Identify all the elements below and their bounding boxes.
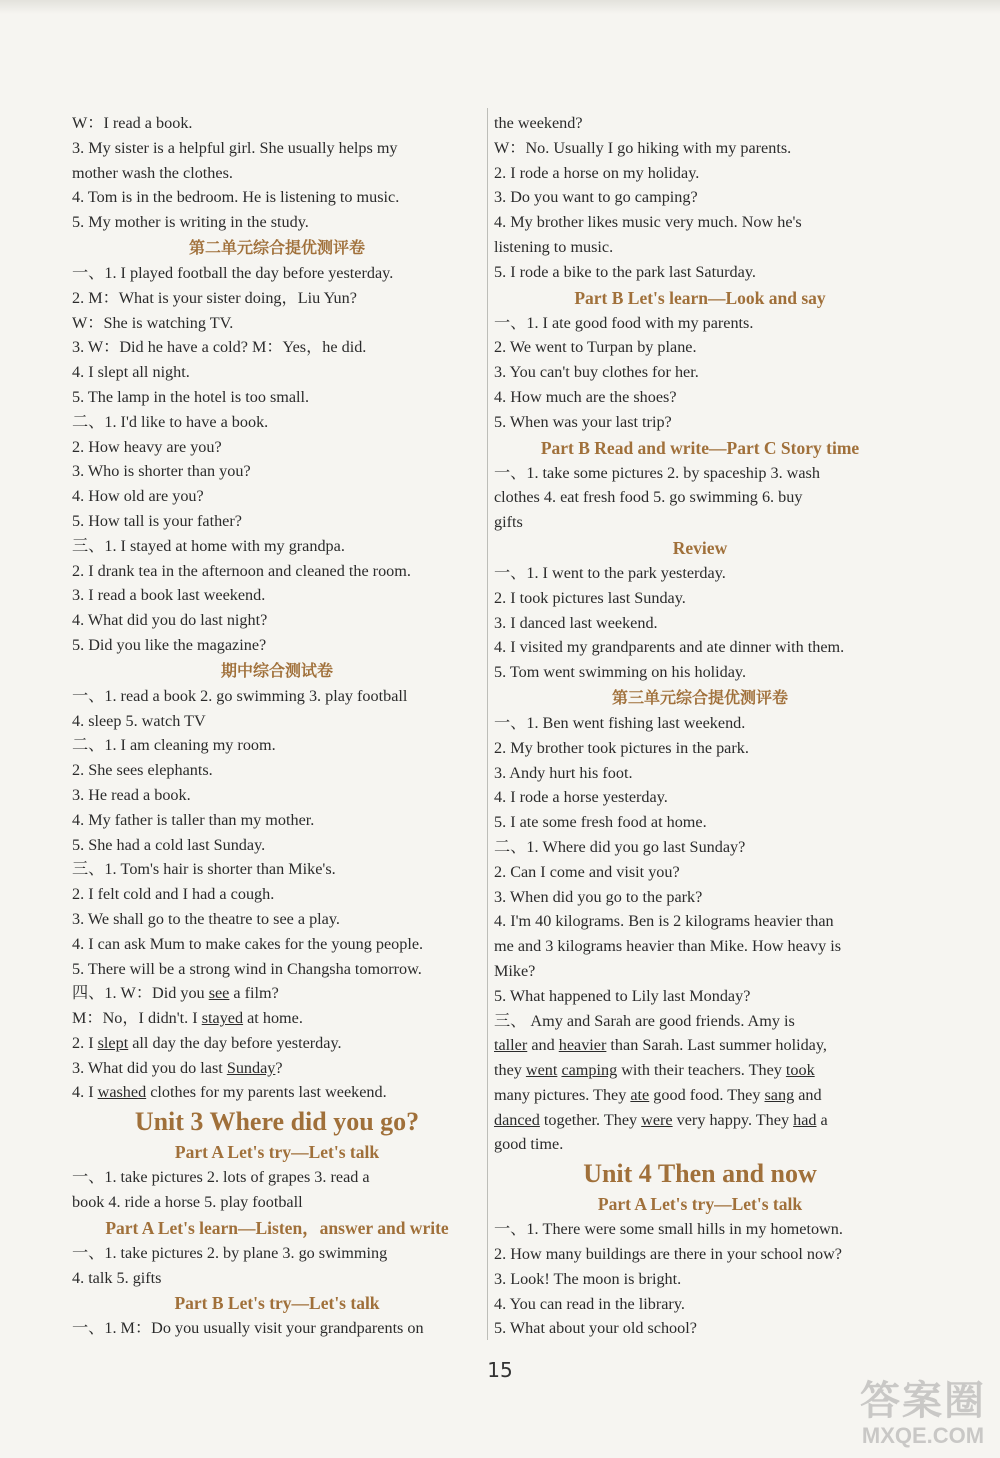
text-segment: 三、1. I stayed at home with my grandpa. [72, 536, 345, 555]
answer-line [72, 335, 482, 360]
left-column [72, 111, 482, 1341]
text-segment: Part A Let's learn—Listen，answer and write [105, 1217, 449, 1238]
text-segment: Unit 3 Where did you go? [134, 1107, 420, 1137]
text-segment: 5. Did you like the magazine? [72, 635, 267, 654]
filled-blank: were [641, 1110, 673, 1129]
text-segment: Part B Let's learn—Look and say [574, 287, 826, 308]
answer-line [494, 311, 906, 336]
answer-line [72, 981, 482, 1006]
text-segment: M：No，I didn't. I [72, 1009, 202, 1028]
answer-line [72, 1266, 482, 1291]
part-heading [494, 535, 906, 561]
text-segment: 5. The lamp in the hotel is too small. [72, 387, 310, 406]
text-segment: with their teachers. They [617, 1061, 786, 1080]
answer-line [494, 909, 906, 934]
text-segment: 3. My sister is a helpful girl. She usually helps my [72, 138, 398, 157]
answer-line [494, 635, 906, 660]
text-segment: 期中综合测试卷 [220, 660, 333, 680]
text-segment: 2. I felt cold and I had a cough. [72, 885, 275, 904]
text-segment: 3. Look! The moon is bright. [494, 1269, 682, 1288]
filled-blank: went [525, 1061, 558, 1080]
part-heading [72, 1139, 482, 1165]
text-segment: Mike? [494, 961, 536, 980]
answer-line [494, 835, 906, 860]
text-segment: 4. I visited my grandparents and ate dinner with them. [494, 638, 845, 657]
answer-line [72, 1190, 482, 1215]
text-segment: 一、1. Ben went fishing last weekend. [494, 713, 746, 732]
answer-line [494, 111, 906, 136]
text-segment: many pictures. They [494, 1085, 631, 1104]
part-heading [72, 1290, 482, 1316]
answer-line [72, 360, 482, 385]
text-segment: all day the day before yesterday. [128, 1033, 342, 1052]
text-segment: a film? [229, 984, 279, 1003]
text-segment: 2. Can I come and visit you? [494, 862, 680, 881]
text-segment: 3. He read a book. [72, 785, 191, 804]
text-segment: 一、1. There were some small hills in my hometown. [494, 1220, 843, 1239]
text-segment: 5. How tall is your father? [72, 511, 242, 530]
text-segment: mother wash the clothes. [72, 163, 233, 182]
text-segment: 4. Tom is in the bedroom. He is listening to music. [72, 188, 400, 207]
answer-line [494, 611, 906, 636]
text-segment: the weekend? [494, 114, 583, 132]
answer-line [494, 1108, 906, 1133]
text-segment: 5. There will be a strong wind in Changsha tomorrow. [72, 959, 422, 978]
text-segment: 2. How many buildings are there in your school now? [494, 1245, 842, 1264]
text-segment: 3. Do you want to go camping? [494, 188, 698, 207]
answer-line [72, 633, 482, 658]
text-segment: at home. [243, 1009, 303, 1028]
section-heading [72, 658, 482, 684]
watermark-site: MXQE.COM [861, 1423, 985, 1448]
filled-blank: danced [494, 1110, 540, 1129]
answer-line [494, 136, 906, 161]
answer-line [72, 385, 482, 410]
text-segment: 第二单元综合提优测评卷 [188, 237, 365, 257]
part-heading [494, 435, 906, 461]
text-segment: 4. You can read in the library. [494, 1294, 685, 1313]
answer-line [72, 882, 482, 907]
text-segment: 3. When did you go to the park? [494, 887, 703, 906]
text-segment: me and 3 kilograms heavier than Mike. How heavy is [494, 937, 842, 956]
answer-line [494, 736, 906, 761]
answer-line [72, 583, 482, 608]
text-segment: 第三单元综合提优测评卷 [611, 687, 788, 707]
answer-line [494, 1316, 906, 1341]
answer-line [72, 1031, 482, 1056]
text-segment: Review [672, 537, 728, 558]
answer-line [494, 1083, 906, 1108]
text-segment: 一、1. I ate good food with my parents. [494, 313, 754, 332]
answer-line [494, 510, 906, 535]
answer-line [72, 907, 482, 932]
answer-line [72, 758, 482, 783]
column-divider [487, 108, 488, 1340]
answer-line [494, 161, 906, 186]
answer-line [72, 136, 482, 161]
answer-line [72, 733, 482, 758]
text-segment: 5. What happened to Lily last Monday? [494, 986, 751, 1005]
answer-line [494, 1033, 906, 1058]
answer-line [72, 833, 482, 858]
answer-line [72, 684, 482, 709]
text-segment: W：She is watching TV. [72, 313, 234, 332]
text-segment: 一、1. take some pictures 2. by spaceship 3. wash [494, 463, 820, 482]
answer-line [72, 808, 482, 833]
text-segment: 一、1. I played football the day before yesterday. [72, 263, 394, 282]
text-segment: 2. I drank tea in the afternoon and cleaned the room. [72, 561, 411, 580]
answer-line [72, 709, 482, 734]
answer-line [72, 286, 482, 311]
answer-line [494, 586, 906, 611]
text-segment: 一、1. take pictures 2. lots of grapes 3. read a [72, 1168, 370, 1187]
answer-line [72, 1316, 482, 1341]
text-segment: Part B Let's try—Let's talk [174, 1293, 380, 1314]
text-segment: than Sarah. Last summer holiday, [606, 1036, 827, 1055]
text-segment: 5. She had a cold last Sunday. [72, 835, 266, 854]
text-segment: 5. I rode a bike to the park last Saturday. [494, 262, 756, 281]
text-segment: 4. My father is taller than my mother. [72, 810, 315, 829]
filled-blank: taller [494, 1036, 528, 1055]
answer-line [72, 311, 482, 336]
text-segment: 5. I ate some fresh food at home. [494, 813, 707, 832]
text-segment: 3. Who is shorter than you? [72, 462, 251, 481]
answer-line [72, 957, 482, 982]
answer-line [494, 711, 906, 736]
answer-line [72, 410, 482, 435]
answer-line [494, 761, 906, 786]
answer-line [494, 410, 906, 435]
filled-blank: slept [97, 1033, 129, 1052]
text-segment: 5. What about your old school? [494, 1319, 697, 1338]
filled-blank: had [793, 1110, 817, 1129]
part-heading [72, 1215, 482, 1241]
text-segment: 4. What did you do last night? [72, 611, 268, 630]
text-segment: Unit 4 Then and now [583, 1159, 817, 1189]
answer-line [72, 608, 482, 633]
answer-line [494, 785, 906, 810]
answer-line [494, 360, 906, 385]
text-segment: 2. M：What is your sister doing，Liu Yun? [72, 288, 357, 307]
text-segment: 一、1. M：Do you usually visit your grandparents on [72, 1319, 424, 1338]
answer-line [494, 1267, 906, 1292]
text-segment: 一、1. read a book 2. go swimming 3. play football [72, 686, 408, 705]
answer-line [72, 435, 482, 460]
text-segment: 4. sleep 5. watch TV [72, 711, 206, 730]
text-segment: and [527, 1036, 559, 1055]
text-segment: 3. You can't buy clothes for her. [494, 363, 699, 382]
text-segment: 3. We shall go to the theatre to see a play. [72, 909, 340, 928]
section-heading [72, 235, 482, 261]
text-segment: 2. She sees elephants. [72, 761, 213, 780]
answer-line [72, 459, 482, 484]
text-segment: 三、1. Tom's hair is shorter than Mike's. [72, 860, 336, 879]
text-segment: 2. I rode a horse on my holiday. [494, 163, 700, 182]
text-segment: 4. How old are you? [72, 487, 204, 506]
text-segment: 一、1. take pictures 2. by plane 3. go swimming [72, 1243, 388, 1262]
unit-heading [72, 1105, 482, 1139]
answer-line [494, 934, 906, 959]
unit-heading [494, 1157, 906, 1191]
text-segment: 4. How much are the shoes? [494, 387, 677, 406]
text-segment: 3. What did you do last [72, 1058, 227, 1077]
text-segment: Part B Read and write—Part C Story time [540, 437, 860, 458]
text-segment: 3. I read a book last weekend. [72, 586, 266, 605]
answer-line [494, 335, 906, 360]
answer-line [72, 261, 482, 286]
answer-line [494, 210, 906, 235]
answer-line [494, 660, 906, 685]
watermark-logo: 答案圈 [860, 1378, 986, 1424]
answer-line [494, 1217, 906, 1242]
text-segment: 5. Tom went swimming on his holiday. [494, 663, 747, 682]
text-segment: 2. We went to Turpan by plane. [494, 338, 697, 357]
answer-line [494, 810, 906, 835]
filled-blank: camping [561, 1061, 618, 1080]
text-segment: 4. I [72, 1083, 98, 1102]
filled-blank: sang [764, 1085, 795, 1104]
text-segment: 二、1. I'd like to have a book. [72, 412, 269, 431]
text-segment: 2. I took pictures last Sunday. [494, 588, 686, 607]
answer-line [494, 461, 906, 486]
page-number: 15 [487, 1358, 513, 1382]
filled-blank: see [208, 984, 230, 1003]
text-segment: 4. I can ask Mum to make cakes for the young people. [72, 934, 424, 953]
answer-line [494, 1058, 906, 1083]
answer-line [494, 984, 906, 1009]
filled-blank: ate [630, 1085, 650, 1104]
answer-line [72, 559, 482, 584]
text-segment: clothes for my parents last weekend. [146, 1083, 387, 1102]
text-segment: 3. Andy hurt his foot. [494, 763, 633, 782]
answer-line [72, 484, 482, 509]
answer-line [72, 1241, 482, 1266]
answer-line [494, 485, 906, 510]
answer-line [72, 857, 482, 882]
text-segment: ? [275, 1058, 283, 1077]
text-segment: 4. talk 5. gifts [72, 1268, 162, 1287]
text-segment: Part A Let's try—Let's talk [174, 1142, 380, 1163]
text-segment: 一、1. I went to the park yesterday. [494, 563, 726, 582]
text-segment: W：I read a book. [72, 114, 193, 132]
text-segment: W：No. Usually I go hiking with my parents. [494, 138, 792, 157]
page-top-shadow [0, 0, 1000, 14]
filled-blank: heavier [558, 1036, 607, 1055]
text-segment: very happy. They [672, 1110, 794, 1129]
text-segment: book 4. ride a horse 5. play football [72, 1193, 303, 1212]
text-segment: 3. I danced last weekend. [494, 613, 658, 632]
watermark [860, 1378, 986, 1448]
answer-line [494, 885, 906, 910]
answer-line [494, 860, 906, 885]
answer-line [72, 1006, 482, 1031]
text-segment: 4. I rode a horse yesterday. [494, 788, 668, 807]
text-segment: 4. My brother likes music very much. Now he's [494, 213, 802, 232]
answer-line [72, 185, 482, 210]
answer-line [72, 932, 482, 957]
text-segment: clothes 4. eat fresh food 5. go swimming 6. buy [494, 488, 803, 507]
text-segment: 二、1. Where did you go last Sunday? [494, 837, 746, 856]
right-column [494, 111, 906, 1341]
text-segment: Part A Let's try—Let's talk [597, 1194, 803, 1215]
answer-line [72, 1080, 482, 1105]
answer-line [72, 161, 482, 186]
filled-blank: washed [97, 1083, 147, 1102]
filled-blank: took [785, 1061, 815, 1080]
part-heading [494, 285, 906, 311]
answer-line [72, 509, 482, 534]
text-segment: together. They [539, 1110, 642, 1129]
answer-line [494, 385, 906, 410]
answer-line [494, 1132, 906, 1157]
text-segment: 5. My mother is writing in the study. [72, 213, 309, 232]
answer-line [494, 235, 906, 260]
answer-line [494, 561, 906, 586]
text-segment: good time. [494, 1135, 564, 1154]
text-segment: 4. I'm 40 kilograms. Ben is 2 kilograms heavier than [494, 912, 834, 931]
text-segment: 2. I [72, 1033, 98, 1052]
text-segment: 二、1. I am cleaning my room. [72, 736, 276, 755]
text-segment: 3. W：Did he have a cold? M：Yes，he did. [72, 338, 367, 357]
answer-line [72, 1056, 482, 1081]
text-segment: 四、1. W：Did you [72, 984, 209, 1003]
filled-blank: stayed [201, 1009, 244, 1028]
part-heading [494, 1191, 906, 1217]
text-segment: 4. I slept all night. [72, 363, 190, 382]
answer-line [494, 1242, 906, 1267]
text-segment: 5. When was your last trip? [494, 412, 672, 431]
answer-line [494, 185, 906, 210]
answer-line [72, 111, 482, 136]
answer-line [494, 959, 906, 984]
text-segment: they [494, 1061, 526, 1080]
answer-line [72, 783, 482, 808]
section-heading [494, 685, 906, 711]
answer-line [494, 1292, 906, 1317]
text-segment: gifts [494, 513, 523, 532]
answer-line [494, 260, 906, 285]
text-segment: 2. My brother took pictures in the park. [494, 738, 749, 757]
text-segment: and [794, 1085, 822, 1104]
filled-blank: Sunday [226, 1058, 276, 1077]
answer-line [494, 1009, 906, 1034]
answer-line [72, 534, 482, 559]
answer-line [72, 1165, 482, 1190]
text-segment: 三、 Amy and Sarah are good friends. Amy is [494, 1011, 795, 1030]
text-segment: listening to music. [494, 237, 614, 256]
text-segment: good food. They [649, 1085, 765, 1104]
answer-line [72, 210, 482, 235]
text-segment: a [816, 1110, 828, 1129]
text-segment: 2. How heavy are you? [72, 437, 222, 456]
